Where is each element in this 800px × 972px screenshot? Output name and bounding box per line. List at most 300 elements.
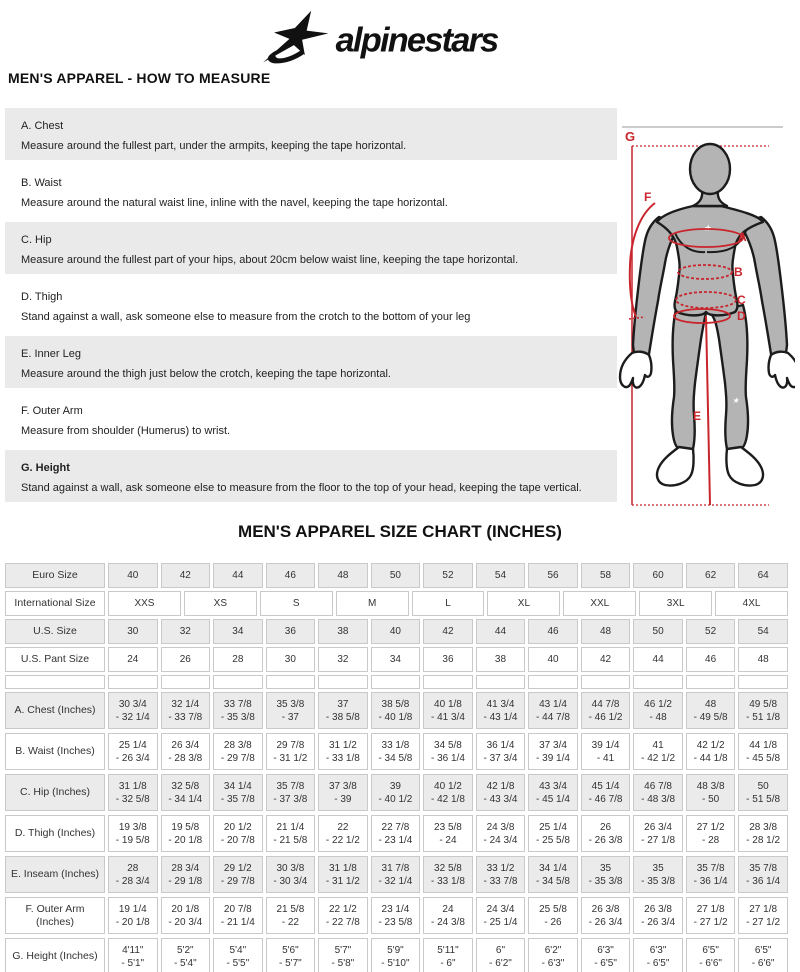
left-hand bbox=[620, 352, 651, 388]
size-cell bbox=[738, 938, 788, 972]
size-cell bbox=[108, 815, 158, 852]
head bbox=[690, 144, 730, 194]
size-cell bbox=[633, 856, 683, 893]
guide-description: Measure from shoulder (Humerus) to wrist. bbox=[21, 425, 231, 437]
row-label-cell: G. Height (Inches) bbox=[5, 938, 105, 972]
range-bottom: - 37 3/4 bbox=[483, 752, 518, 764]
size-cell bbox=[108, 856, 158, 893]
range-bottom: - 33 7/8 bbox=[483, 875, 518, 887]
size-row-b-waist-inches bbox=[5, 733, 788, 770]
range-top: 40 1/2 bbox=[434, 780, 462, 792]
size-cell: XS bbox=[184, 591, 257, 616]
range-bottom: - 27 1/8 bbox=[641, 834, 676, 846]
range-top: 41 bbox=[652, 739, 664, 751]
range-bottom: - 46 1/2 bbox=[588, 711, 623, 723]
size-cell bbox=[266, 897, 316, 934]
size-cell: 56 bbox=[528, 563, 578, 588]
range-top: 35 7/8 bbox=[276, 780, 305, 792]
row-label-cell: D. Thigh (Inches) bbox=[5, 815, 105, 852]
size-cell bbox=[738, 815, 788, 852]
size-cell bbox=[528, 675, 578, 689]
range-top: 26 3/8 bbox=[644, 903, 672, 915]
range-top: 20 1/8 bbox=[171, 903, 200, 915]
size-cell bbox=[528, 897, 578, 934]
measure-guide-b-waist bbox=[5, 165, 617, 217]
guide-description: Stand against a wall, ask someone else to measure from the crotch to the bottom of your leg bbox=[21, 311, 471, 323]
range-top: 29 7/8 bbox=[276, 739, 305, 751]
left-foot bbox=[657, 447, 694, 486]
range-top: 20 1/2 bbox=[223, 821, 252, 833]
range-top: 6" bbox=[495, 944, 506, 956]
range-top: 42 1/2 bbox=[696, 739, 725, 751]
range-bottom: - 51 5/8 bbox=[746, 793, 781, 805]
size-cell bbox=[581, 774, 631, 811]
range-top: 5'9" bbox=[387, 944, 404, 956]
size-cell bbox=[108, 938, 158, 972]
range-top: 24 bbox=[442, 903, 454, 915]
range-bottom: - 35 3/8 bbox=[220, 711, 255, 723]
size-cell: 64 bbox=[738, 563, 788, 588]
range-top: 31 1/8 bbox=[118, 780, 147, 792]
range-top: 5'7" bbox=[334, 944, 352, 956]
size-cell bbox=[266, 675, 316, 689]
range-top: 27 1/2 bbox=[696, 821, 725, 833]
range-bottom: - 44 1/8 bbox=[693, 752, 728, 764]
range-top: 27 1/8 bbox=[749, 903, 778, 915]
size-cell bbox=[476, 675, 526, 689]
range-bottom: - 20 3/4 bbox=[168, 916, 203, 928]
size-cell bbox=[528, 938, 578, 972]
size-cell bbox=[318, 938, 368, 972]
range-top: 33 7/8 bbox=[223, 698, 252, 710]
range-bottom: - 25 1/4 bbox=[483, 916, 518, 928]
range-bottom: - 35 7/8 bbox=[220, 793, 255, 805]
range-top: 46 7/8 bbox=[644, 780, 672, 792]
size-row-euro-size bbox=[5, 563, 788, 588]
figure-label-c: C bbox=[737, 293, 746, 307]
figure-label-b: B bbox=[734, 265, 743, 279]
row-label-cell bbox=[5, 675, 105, 689]
range-top: 41 3/4 bbox=[486, 698, 515, 710]
range-bottom: - 5'5" bbox=[226, 957, 250, 969]
size-cell: XXL bbox=[563, 591, 636, 616]
row-label-cell: A. Chest (Inches) bbox=[5, 692, 105, 729]
size-cell bbox=[371, 815, 421, 852]
size-cell bbox=[213, 938, 263, 972]
range-bottom: - 48 3/8 bbox=[641, 793, 676, 805]
range-bottom: - 31 1/2 bbox=[273, 752, 308, 764]
range-top: 5'11" bbox=[437, 944, 459, 956]
size-cell bbox=[266, 815, 316, 852]
size-cell bbox=[738, 897, 788, 934]
range-bottom: - 24 bbox=[439, 834, 457, 846]
size-row-d-thigh-inches bbox=[5, 815, 788, 852]
size-cell bbox=[423, 938, 473, 972]
size-cell bbox=[266, 856, 316, 893]
range-top: 31 1/2 bbox=[328, 739, 357, 751]
range-bottom: - 43 3/4 bbox=[483, 793, 518, 805]
range-top: 26 bbox=[599, 821, 612, 833]
size-cell bbox=[213, 675, 263, 689]
range-top: 35 7/8 bbox=[749, 862, 778, 874]
range-top: 38 5/8 bbox=[381, 698, 410, 710]
range-top: 19 1/4 bbox=[118, 903, 147, 915]
range-bottom: - 33 1/8 bbox=[430, 875, 465, 887]
range-top: 40 1/8 bbox=[434, 698, 462, 710]
range-bottom: - 23 5/8 bbox=[378, 916, 413, 928]
range-top: 39 bbox=[389, 780, 401, 792]
size-cell bbox=[686, 856, 736, 893]
size-cell bbox=[213, 856, 263, 893]
leg-brand-mark-icon: ★ bbox=[732, 396, 740, 405]
size-cell bbox=[318, 692, 368, 729]
size-cell bbox=[213, 815, 263, 852]
size-cell bbox=[686, 815, 736, 852]
size-cell bbox=[476, 856, 526, 893]
range-bottom: - 31 1/2 bbox=[325, 875, 360, 887]
range-top: 26 3/8 bbox=[591, 903, 620, 915]
range-top: 37 3/8 bbox=[328, 780, 357, 792]
size-cell: 32 bbox=[318, 647, 368, 672]
size-cell: 52 bbox=[686, 619, 736, 644]
size-cell bbox=[318, 733, 368, 770]
range-bottom: - 43 1/4 bbox=[483, 711, 518, 723]
range-bottom: - 33 7/8 bbox=[168, 711, 203, 723]
size-cell: 36 bbox=[266, 619, 316, 644]
range-bottom: - 5'10" bbox=[381, 957, 410, 969]
logo-wordmark: alpinestars bbox=[335, 21, 498, 60]
size-cell bbox=[108, 733, 158, 770]
range-top: 34 1/4 bbox=[539, 862, 567, 874]
range-bottom: - 29 7/8 bbox=[220, 752, 255, 764]
size-cell bbox=[633, 675, 683, 689]
size-cell bbox=[738, 692, 788, 729]
range-bottom: - 29 1/8 bbox=[168, 875, 203, 887]
size-cell: S bbox=[260, 591, 333, 616]
range-top: 36 1/4 bbox=[486, 739, 515, 751]
range-bottom: - 6'6" bbox=[751, 957, 775, 969]
range-bottom: - 41 bbox=[596, 752, 615, 764]
range-bottom: - 23 1/4 bbox=[378, 834, 413, 846]
size-cell: 38 bbox=[318, 619, 368, 644]
measure-guide-e-inner-leg bbox=[5, 336, 617, 388]
size-cell: 60 bbox=[633, 563, 683, 588]
row-label-cell: U.S. Pant Size bbox=[5, 647, 105, 672]
range-top: 30 3/8 bbox=[276, 862, 305, 874]
size-cell bbox=[161, 856, 211, 893]
range-top: 46 1/2 bbox=[644, 698, 672, 710]
range-bottom: - 40 1/2 bbox=[378, 793, 413, 805]
left-leg bbox=[672, 305, 706, 449]
range-top: 42 1/8 bbox=[486, 780, 515, 792]
range-top: 6'3" bbox=[649, 944, 667, 956]
range-bottom: - 36 1/4 bbox=[430, 752, 465, 764]
right-foot bbox=[726, 447, 763, 486]
row-label-cell: B. Waist (Inches) bbox=[5, 733, 105, 770]
guide-description: Measure around the natural waist line, inline with the navel, keeping the tape horizontal. bbox=[21, 197, 448, 209]
range-bottom: - 50 bbox=[701, 793, 720, 805]
size-cell: 44 bbox=[633, 647, 683, 672]
range-bottom: - 26 3/4 bbox=[588, 916, 623, 928]
range-top: 44 1/8 bbox=[749, 739, 778, 751]
range-top: 34 5/8 bbox=[434, 739, 462, 751]
range-top: 33 1/2 bbox=[486, 862, 515, 874]
range-bottom: - 33 1/8 bbox=[325, 752, 360, 764]
range-bottom: - 40 1/8 bbox=[378, 711, 413, 723]
size-cell bbox=[686, 692, 736, 729]
size-cell bbox=[738, 675, 788, 689]
size-cell bbox=[476, 897, 526, 934]
guide-description: Measure around the thigh just below the crotch, keeping the tape horizontal. bbox=[21, 368, 391, 380]
range-bottom: - 6'5" bbox=[594, 957, 617, 969]
size-cell bbox=[633, 733, 683, 770]
size-cell bbox=[476, 692, 526, 729]
size-cell bbox=[161, 733, 211, 770]
range-bottom: - 32 5/8 bbox=[115, 793, 150, 805]
range-top: 5'2" bbox=[177, 944, 194, 956]
size-cell bbox=[108, 897, 158, 934]
size-cell: 24 bbox=[108, 647, 158, 672]
guide-description: Measure around the fullest part of your hips, about 20cm below waist line, keeping the tape horizontal. bbox=[21, 254, 519, 266]
row-label-cell: International Size bbox=[5, 591, 105, 616]
size-cell: L bbox=[412, 591, 485, 616]
range-bottom: - 5'7" bbox=[279, 957, 302, 969]
size-cell: 42 bbox=[161, 563, 211, 588]
range-bottom: - 20 1/8 bbox=[168, 834, 203, 846]
range-top: 5'4" bbox=[229, 944, 247, 956]
size-cell: 46 bbox=[266, 563, 316, 588]
size-cell: 26 bbox=[161, 647, 211, 672]
size-cell: 44 bbox=[213, 563, 263, 588]
range-bottom: - 22 7/8 bbox=[325, 916, 360, 928]
range-bottom: - 37 3/8 bbox=[273, 793, 308, 805]
size-cell: 44 bbox=[476, 619, 526, 644]
range-top: 32 5/8 bbox=[171, 780, 200, 792]
range-top: 33 1/8 bbox=[381, 739, 410, 751]
range-top: 32 5/8 bbox=[434, 862, 462, 874]
size-cell bbox=[633, 692, 683, 729]
size-cell: M bbox=[336, 591, 409, 616]
size-cell bbox=[633, 774, 683, 811]
range-top: 43 1/4 bbox=[539, 698, 567, 710]
range-bottom: - 30 3/4 bbox=[273, 875, 308, 887]
measure-figure bbox=[617, 105, 797, 515]
size-cell bbox=[161, 938, 211, 972]
size-row-spacer bbox=[5, 675, 788, 689]
range-top: 25 1/4 bbox=[118, 739, 147, 751]
range-bottom: - 27 1/2 bbox=[746, 916, 781, 928]
size-row-f-outer-arm-inches bbox=[5, 897, 788, 934]
row-label-cell: C. Hip (Inches) bbox=[5, 774, 105, 811]
size-cell bbox=[423, 675, 473, 689]
range-top: 31 7/8 bbox=[381, 862, 410, 874]
figure-label-d: D bbox=[737, 309, 746, 323]
range-bottom: - 5'8" bbox=[331, 957, 355, 969]
range-top: 27 1/8 bbox=[696, 903, 725, 915]
page-title: MEN'S APPAREL - HOW TO MEASURE bbox=[8, 70, 271, 86]
range-bottom: - 36 1/4 bbox=[693, 875, 728, 887]
range-top: 4'11" bbox=[122, 944, 144, 956]
size-cell bbox=[213, 733, 263, 770]
range-bottom: - 6'3" bbox=[541, 957, 565, 969]
size-cell bbox=[266, 733, 316, 770]
range-bottom: - 35 3/8 bbox=[641, 875, 676, 887]
size-cell bbox=[423, 815, 473, 852]
size-cell bbox=[318, 675, 368, 689]
size-cell bbox=[633, 897, 683, 934]
range-bottom: - 42 1/2 bbox=[641, 752, 676, 764]
size-cell bbox=[161, 675, 211, 689]
range-bottom: - 32 1/4 bbox=[115, 711, 150, 723]
logo-swoosh-icon bbox=[268, 48, 305, 64]
size-cell bbox=[371, 774, 421, 811]
size-cell bbox=[213, 774, 263, 811]
range-bottom: - 22 1/2 bbox=[325, 834, 360, 846]
size-cell bbox=[476, 938, 526, 972]
range-top: 20 7/8 bbox=[223, 903, 252, 915]
range-top: 37 bbox=[337, 698, 349, 710]
size-cell: 50 bbox=[371, 563, 421, 588]
guide-label: F. Outer Arm bbox=[21, 405, 83, 417]
range-top: 45 1/4 bbox=[591, 780, 620, 792]
range-top: 37 3/4 bbox=[539, 739, 567, 751]
range-bottom: - 36 1/4 bbox=[746, 875, 781, 887]
range-bottom: - 28 3/8 bbox=[168, 752, 203, 764]
range-bottom: - 19 5/8 bbox=[115, 834, 150, 846]
range-top: 23 1/4 bbox=[381, 903, 410, 915]
range-top: 28 3/8 bbox=[223, 739, 252, 751]
right-hand bbox=[769, 352, 795, 388]
range-bottom: - 49 5/8 bbox=[693, 711, 728, 723]
range-top: 6'2" bbox=[544, 944, 562, 956]
range-top: 31 1/8 bbox=[328, 862, 357, 874]
inner-leg-line bbox=[706, 316, 710, 505]
guide-label: B. Waist bbox=[21, 177, 62, 189]
figure-label-e: E bbox=[693, 409, 702, 423]
range-top: 43 3/4 bbox=[539, 780, 567, 792]
size-cell: 38 bbox=[476, 647, 526, 672]
size-cell bbox=[161, 815, 211, 852]
range-bottom: - 34 1/4 bbox=[168, 793, 203, 805]
measure-guide-f-outer-arm bbox=[5, 393, 617, 445]
range-top: 35 bbox=[652, 862, 664, 874]
size-cell bbox=[476, 815, 526, 852]
measure-guide-c-hip bbox=[5, 222, 617, 274]
size-cell bbox=[738, 774, 788, 811]
size-cell bbox=[581, 692, 631, 729]
row-label-cell: U.S. Size bbox=[5, 619, 105, 644]
measure-guide-g-height bbox=[5, 450, 617, 502]
range-bottom: - 28 1/2 bbox=[746, 834, 781, 846]
size-cell bbox=[371, 692, 421, 729]
size-row-a-chest-inches bbox=[5, 692, 788, 729]
right-leg bbox=[710, 305, 748, 449]
range-top: 24 3/4 bbox=[486, 903, 515, 915]
range-top: 25 1/4 bbox=[539, 821, 567, 833]
right-arm bbox=[745, 217, 787, 355]
size-cell bbox=[581, 938, 631, 972]
range-bottom: - 6" bbox=[440, 957, 456, 969]
alpinestars-logo-icon bbox=[250, 8, 550, 66]
size-cell: 40 bbox=[371, 619, 421, 644]
range-top: 6'3" bbox=[597, 944, 614, 956]
range-top: 26 3/4 bbox=[644, 821, 672, 833]
chest-brand-mark-icon: ★ bbox=[703, 223, 712, 233]
range-top: 44 7/8 bbox=[591, 698, 620, 710]
range-bottom: - 34 5/8 bbox=[536, 875, 570, 887]
size-cell bbox=[476, 733, 526, 770]
size-cell: 30 bbox=[266, 647, 316, 672]
range-bottom: - 27 1/2 bbox=[693, 916, 728, 928]
size-cell bbox=[371, 897, 421, 934]
range-bottom: - 48 bbox=[649, 711, 667, 723]
size-cell: 46 bbox=[528, 619, 578, 644]
size-cell bbox=[266, 938, 316, 972]
range-top: 22 bbox=[337, 821, 349, 833]
range-bottom: - 42 1/8 bbox=[430, 793, 465, 805]
size-cell bbox=[581, 675, 631, 689]
size-cell: 4XL bbox=[715, 591, 788, 616]
size-cell bbox=[633, 815, 683, 852]
range-bottom: - 45 5/8 bbox=[746, 752, 781, 764]
range-bottom: - 44 7/8 bbox=[536, 711, 570, 723]
size-chart-title: MEN'S APPAREL SIZE CHART (INCHES) bbox=[238, 522, 562, 541]
range-bottom: - 26 3/4 bbox=[115, 752, 150, 764]
size-cell: 48 bbox=[738, 647, 788, 672]
size-cell bbox=[528, 733, 578, 770]
size-cell bbox=[318, 774, 368, 811]
size-cell: 50 bbox=[633, 619, 683, 644]
size-cell bbox=[423, 856, 473, 893]
size-cell: 48 bbox=[581, 619, 631, 644]
size-cell bbox=[686, 733, 736, 770]
size-cell bbox=[318, 856, 368, 893]
range-top: 6'5" bbox=[754, 944, 772, 956]
body-figure-illustration bbox=[617, 105, 795, 513]
size-cell: 42 bbox=[423, 619, 473, 644]
range-top: 19 3/8 bbox=[118, 821, 147, 833]
size-cell bbox=[108, 774, 158, 811]
range-bottom: - 21 5/8 bbox=[273, 834, 308, 846]
range-bottom: - 38 5/8 bbox=[325, 711, 360, 723]
range-bottom: - 46 7/8 bbox=[588, 793, 623, 805]
range-top: 19 5/8 bbox=[171, 821, 200, 833]
size-cell bbox=[423, 774, 473, 811]
size-cell: 28 bbox=[213, 647, 263, 672]
size-row-international-size bbox=[5, 591, 788, 616]
size-row-u-s-pant-size bbox=[5, 647, 788, 672]
range-top: 29 1/2 bbox=[223, 862, 252, 874]
guide-label: G. Height bbox=[21, 462, 70, 474]
guide-description: Measure around the fullest part, under the armpits, keeping the tape horizontal. bbox=[21, 140, 407, 152]
range-bottom: - 51 1/8 bbox=[746, 711, 781, 723]
size-cell bbox=[213, 897, 263, 934]
size-cell bbox=[213, 692, 263, 729]
size-cell bbox=[528, 815, 578, 852]
size-cell: 34 bbox=[371, 647, 421, 672]
size-cell bbox=[318, 897, 368, 934]
size-cell bbox=[161, 692, 211, 729]
size-cell bbox=[686, 675, 736, 689]
size-cell: 46 bbox=[686, 647, 736, 672]
range-top: 35 7/8 bbox=[696, 862, 725, 874]
range-top: 22 7/8 bbox=[381, 821, 410, 833]
range-bottom: - 39 1/4 bbox=[536, 752, 570, 764]
size-cell bbox=[581, 815, 631, 852]
size-cell bbox=[686, 897, 736, 934]
size-cell: 52 bbox=[423, 563, 473, 588]
size-cell: 30 bbox=[108, 619, 158, 644]
